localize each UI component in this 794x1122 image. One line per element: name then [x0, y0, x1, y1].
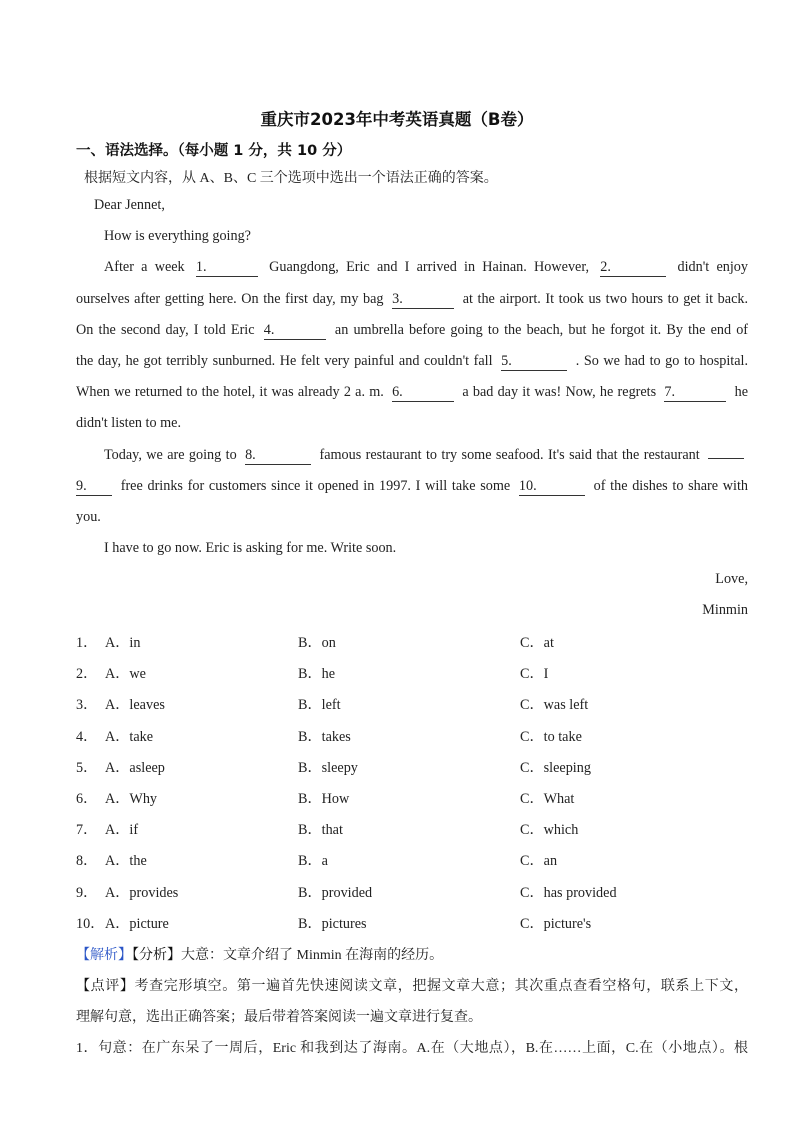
question-number: 3．: [76, 697, 98, 714]
text-run: the day, he got terribly sunburned. He felt very painful and couldn't fall: [76, 352, 493, 369]
option-b: B．on: [298, 635, 336, 651]
letter-line: you.: [76, 508, 101, 525]
letter-passage: [76, 190, 748, 627]
option-c: C．sleeping: [520, 759, 591, 776]
option-c: C．was left: [520, 697, 589, 714]
letter-line: [76, 440, 748, 471]
option-a: A．we: [105, 666, 146, 683]
text-run: he: [734, 384, 749, 401]
letter-line: I have to go now. Eric is asking for me. Write soon.: [104, 540, 397, 557]
options-list: [76, 628, 748, 940]
option-row: [76, 846, 748, 877]
question-number: 1．: [76, 635, 98, 651]
option-row: [76, 753, 748, 784]
option-a: A．picture: [105, 915, 169, 932]
text-run: Guangdong, Eric and I arrived in Hainan. However,: [269, 259, 590, 276]
dianping-tag: 【点评】: [76, 979, 135, 994]
option-a: A．asleep: [105, 759, 165, 776]
option-a: A．take: [105, 728, 154, 745]
dianping-text: 考查完形填空。第一遍首先快速阅读文章，把握文章大意；其次重点查看空格句，联系上下文，: [134, 979, 749, 994]
letter-line: [76, 377, 748, 408]
letter-line: didn't listen to me.: [76, 415, 182, 432]
text-run: an umbrella before going to the beach, but he forgot it. By the end of: [334, 321, 749, 338]
blank-3: 3.: [392, 291, 454, 309]
question-number: 2．: [76, 666, 98, 683]
blank-5: 5.: [501, 353, 567, 371]
section-heading: 一、语法选择。（每小题 1 分，共 10 分）: [76, 143, 352, 159]
blank-7: 7.: [664, 384, 726, 402]
blank-1: 1.: [196, 259, 258, 277]
letter-line: [76, 346, 748, 377]
option-row: [76, 628, 748, 659]
option-c: C．at: [520, 635, 554, 651]
letter-signature: Minmin: [702, 602, 748, 619]
text-run: When we returned to the hotel, it was already 2 a. m.: [76, 384, 384, 401]
letter-line: [76, 471, 748, 502]
option-row: [76, 878, 748, 909]
option-b: B．provided: [298, 884, 373, 901]
fenxi-tag: 【分析】: [132, 948, 181, 963]
analysis-question-1: 1．句意：在广东呆了一周后，Eric 和我到达了海南。A.在（大地点），B.在……上面，C.在（小地点）。根: [76, 1041, 748, 1056]
analysis-comment-line: 理解句意，选出正确答案；最后带着答案阅读一遍文章进行复查。: [76, 1010, 482, 1025]
letter-line: [76, 284, 748, 315]
letter-closing: Love,: [715, 571, 748, 588]
blank-6: 6.: [392, 384, 454, 402]
letter-line: [76, 315, 748, 346]
blank-2: 2.: [600, 259, 666, 277]
option-c: C．I: [520, 666, 549, 683]
letter-greeting: Dear Jennet,: [94, 197, 165, 213]
blank-10: 10.: [519, 478, 585, 496]
analysis-summary: [76, 940, 748, 971]
letter-line: [76, 252, 748, 283]
option-a: A．in: [105, 635, 141, 651]
option-row: [76, 909, 748, 940]
analysis-comment-line: [76, 971, 748, 1002]
question-number: 8．: [76, 853, 98, 870]
blank-9-start: [708, 458, 744, 459]
option-row: [76, 722, 748, 753]
option-row: [76, 690, 748, 721]
text-run: ourselves after getting here. On the first day, my bag: [76, 290, 384, 307]
text-run: . So we had to go to hospital.: [575, 352, 749, 369]
question-number: 4．: [76, 728, 98, 745]
text-run: free drinks for customers since it opened in 1997. I will take some: [120, 477, 511, 494]
option-b: B．that: [298, 822, 343, 839]
page-title: 重庆市2023年中考英语真题（B卷）: [260, 110, 534, 129]
text-run: of the dishes to share with: [593, 477, 749, 494]
option-a: A．if: [105, 822, 139, 839]
option-c: C．which: [520, 822, 579, 839]
option-b: B．takes: [298, 728, 351, 745]
fenxi-text: 大意：文章介绍了 Minmin 在海南的经历。: [181, 948, 444, 963]
option-b: B．pictures: [298, 915, 367, 932]
text-run: at the airport. It took us two hours to get it back.: [462, 290, 749, 307]
option-b: B．he: [298, 666, 336, 683]
option-a: A．the: [105, 853, 147, 870]
question-number: 10．: [76, 915, 105, 932]
option-c: C．picture's: [520, 915, 592, 932]
option-c: C．What: [520, 790, 575, 807]
option-row: [76, 815, 748, 846]
option-b: B．How: [298, 790, 350, 807]
text-run: After a week: [104, 259, 185, 276]
question-number: 7．: [76, 822, 98, 839]
text-run: famous restaurant to try some seafood. It's said that the restaurant: [319, 446, 700, 463]
option-a: A．leaves: [105, 697, 165, 714]
analysis-section: [76, 940, 748, 1064]
blank-4: 4.: [264, 322, 326, 340]
jiexi-tag: 【解析】: [76, 948, 132, 963]
text-run: a bad day it was! Now, he regrets: [462, 384, 657, 401]
option-a: A．provides: [105, 884, 179, 901]
option-row: [76, 784, 748, 815]
question-number: 6．: [76, 790, 98, 807]
question-number: 5．: [76, 759, 98, 776]
text-run: Today, we are going to: [104, 446, 237, 463]
option-b: B．sleepy: [298, 759, 358, 776]
option-c: C．an: [520, 853, 558, 870]
option-c: C．to take: [520, 728, 582, 745]
blank-9: 9.: [76, 478, 112, 496]
letter-line: How is everything going?: [104, 228, 251, 245]
text-run: didn't enjoy: [677, 259, 748, 276]
option-a: A．Why: [105, 790, 158, 807]
question-number: 9．: [76, 884, 98, 901]
text-run: On the second day, I told Eric: [76, 321, 255, 338]
blank-8: 8.: [245, 447, 311, 465]
option-b: B．left: [298, 697, 341, 714]
option-c: C．has provided: [520, 884, 617, 901]
option-row: [76, 659, 748, 690]
section-instruction: 根据短文内容，从 A、B、C 三个选项中选出一个语法正确的答案。: [84, 171, 498, 186]
option-b: B．a: [298, 853, 328, 870]
